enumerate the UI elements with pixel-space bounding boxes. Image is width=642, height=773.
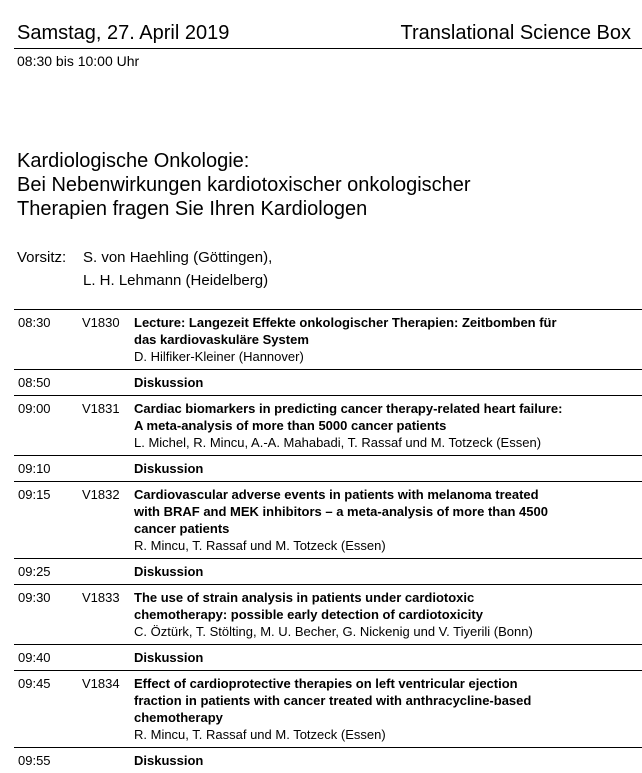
item-time: 09:25	[18, 564, 51, 579]
item-body	[134, 396, 642, 451]
item-body	[134, 482, 642, 554]
item-time: 08:30	[18, 315, 51, 330]
item-title-line: Diskussion	[134, 564, 204, 579]
chairs-names	[83, 246, 272, 292]
item-title-line: Diskussion	[134, 650, 204, 665]
item-body	[134, 645, 642, 666]
chair-name: S. von Haehling (Göttingen),	[83, 249, 273, 266]
item-body	[134, 585, 642, 640]
item-title-line: Lecture: Langezeit Effekte onkologischer Therapien: Zeitbomben für	[134, 315, 557, 330]
discussion-item	[0, 456, 642, 481]
discussion-item	[0, 370, 642, 395]
session-title-line: Kardiologische Onkologie:	[17, 150, 250, 172]
item-title-line: with BRAF and MEK inhibitors – a meta-analysis of more than 4500	[134, 504, 548, 519]
item-title-line: chemotherapy: possible early detection of cardiotoxicity	[134, 607, 483, 622]
discussion-item	[0, 559, 642, 584]
session-room: Translational Science Box	[400, 22, 631, 44]
item-code: V1833	[82, 590, 120, 605]
item-time: 09:15	[18, 487, 51, 502]
item-title-line: Diskussion	[134, 753, 204, 768]
header-divider	[14, 48, 642, 49]
session-date: Samstag, 27. April 2019	[17, 22, 230, 44]
item-body	[134, 559, 642, 580]
chair-name: L. H. Lehmann (Heidelberg)	[83, 272, 269, 289]
item-authors: C. Öztürk, T. Stölting, M. U. Becher, G. Nickenig und V. Tiyerili (Bonn)	[134, 624, 533, 639]
item-title-line: Cardiac biomarkers in predicting cancer therapy-related heart failure:	[134, 401, 563, 416]
item-title-line: Diskussion	[134, 375, 204, 390]
item-time: 09:55	[18, 753, 51, 768]
item-title-line: Effect of cardioprotective therapies on left ventricular ejection	[134, 676, 518, 691]
item-body	[134, 456, 642, 477]
item-time: 09:45	[18, 676, 51, 691]
program-item	[0, 482, 642, 558]
item-title-line: fraction in patients with cancer treated with anthracycline-based	[134, 693, 532, 708]
discussion-item	[0, 645, 642, 670]
item-authors: R. Mincu, T. Rassaf und M. Totzeck (Essen)	[134, 538, 386, 553]
item-time: 08:50	[18, 375, 51, 390]
item-code: V1834	[82, 676, 120, 691]
item-time: 09:10	[18, 461, 51, 476]
item-code: V1831	[82, 401, 120, 416]
program-list	[0, 309, 642, 773]
item-authors: D. Hilfiker-Kleiner (Hannover)	[134, 349, 304, 364]
item-time: 09:30	[18, 590, 51, 605]
item-body	[134, 370, 642, 391]
chairs-label: Vorsitz:	[17, 249, 67, 266]
item-title-line: A meta-analysis of more than 5000 cancer patients	[134, 418, 447, 433]
item-body	[134, 310, 642, 365]
session-title-line: Bei Nebenwirkungen kardiotoxischer onkologischer	[17, 174, 471, 196]
item-title-line: chemotherapy	[134, 710, 223, 725]
program-item	[0, 671, 642, 747]
item-title-line: The use of strain analysis in patients under cardiotoxic	[134, 590, 475, 605]
item-authors: R. Mincu, T. Rassaf und M. Totzeck (Essen)	[134, 727, 386, 742]
item-title-line: das kardiovaskuläre System	[134, 332, 309, 347]
program-item	[0, 310, 642, 369]
item-time: 09:00	[18, 401, 51, 416]
item-body	[134, 671, 642, 743]
item-code: V1832	[82, 487, 120, 502]
item-time: 09:40	[18, 650, 51, 665]
item-title-line: cancer patients	[134, 521, 230, 536]
session-time: 08:30 bis 10:00 Uhr	[17, 53, 140, 69]
session-title	[17, 149, 471, 221]
session-title-line: Therapien fragen Sie Ihren Kardiologen	[17, 198, 368, 220]
item-body	[134, 748, 642, 769]
item-code: V1830	[82, 315, 120, 330]
item-title-line: Cardiovascular adverse events in patients with melanoma treated	[134, 487, 539, 502]
program-item	[0, 396, 642, 455]
item-authors: L. Michel, R. Mincu, A.-A. Mahabadi, T. Rassaf und M. Totzeck (Essen)	[134, 435, 542, 450]
program-item	[0, 585, 642, 644]
discussion-item	[0, 748, 642, 773]
item-title-line: Diskussion	[134, 461, 204, 476]
